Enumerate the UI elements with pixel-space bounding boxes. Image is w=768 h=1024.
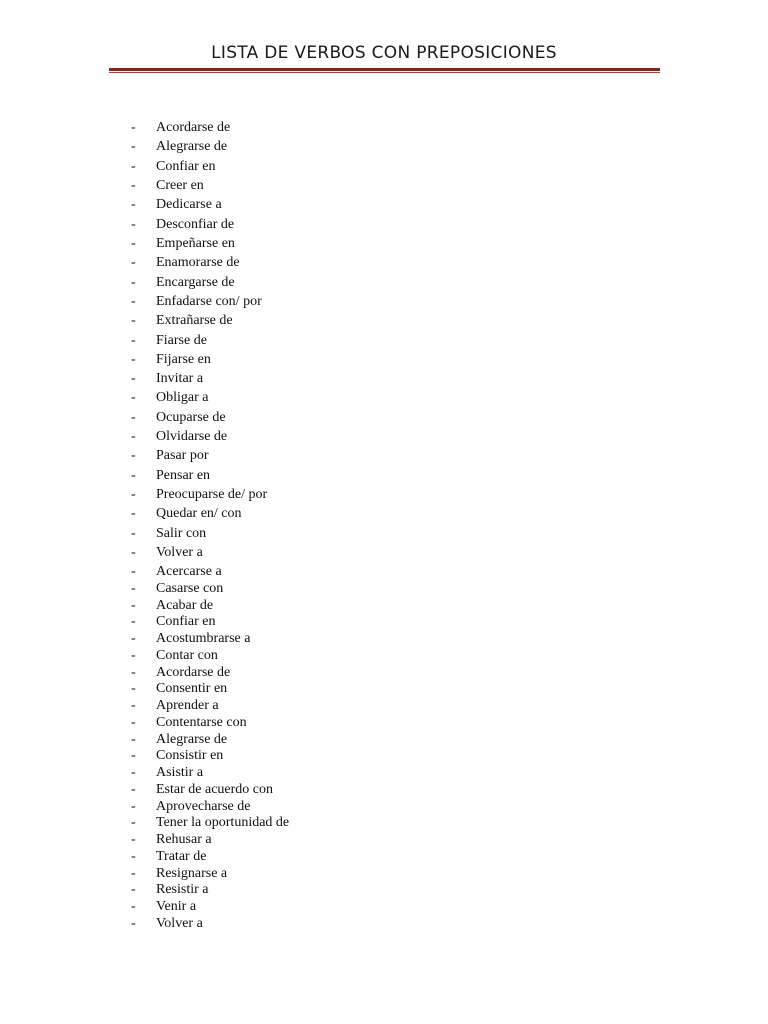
list-bullet: - [131, 410, 136, 425]
verb-text: Resistir a [156, 882, 209, 897]
verb-text: Asistir a [156, 765, 204, 780]
list-item [0, 714, 400, 732]
list-item [0, 196, 400, 214]
list-bullet: - [131, 815, 136, 830]
list-bullet: - [131, 352, 136, 367]
list-bullet: - [131, 448, 136, 463]
verb-text: Extrañarse de [156, 313, 233, 328]
verb-text: Fiarse de [156, 333, 207, 348]
list-item [0, 389, 400, 407]
list-bullet: - [131, 648, 136, 663]
verb-text: Tener la oportunidad de [156, 815, 290, 830]
list-bullet: - [131, 178, 136, 193]
list-bullet: - [131, 390, 136, 405]
list-item [0, 580, 400, 598]
list-item [0, 898, 400, 916]
list-item [0, 409, 400, 427]
verb-text: Volver a [156, 916, 203, 931]
verb-text: Olvidarse de [156, 429, 228, 444]
list-item [0, 613, 400, 631]
verb-text: Aprender a [156, 698, 219, 713]
list-item [0, 235, 400, 253]
list-bullet: - [131, 255, 136, 270]
list-item [0, 647, 400, 665]
list-item [0, 274, 400, 292]
verb-text: Obligar a [156, 390, 209, 405]
list-bullet: - [131, 139, 136, 154]
list-bullet: - [131, 681, 136, 696]
list-bullet: - [131, 487, 136, 502]
title-underline-thin [109, 72, 660, 73]
list-bullet: - [131, 217, 136, 232]
list-bullet: - [131, 159, 136, 174]
list-item [0, 158, 400, 176]
verb-text: Confiar en [156, 614, 216, 629]
list-bullet: - [131, 236, 136, 251]
list-bullet: - [131, 545, 136, 560]
list-item [0, 680, 400, 698]
list-item [0, 447, 400, 465]
verb-text: Contentarse con [156, 715, 247, 730]
list-item [0, 216, 400, 234]
verb-text: Pasar por [156, 448, 209, 463]
list-bullet: - [131, 564, 136, 579]
verb-text: Estar de acuerdo con [156, 782, 273, 797]
list-bullet: - [131, 849, 136, 864]
verb-text: Empeñarse en [156, 236, 235, 251]
verb-text: Ocuparse de [156, 410, 226, 425]
list-bullet: - [131, 748, 136, 763]
list-item [0, 915, 400, 933]
list-item [0, 312, 400, 330]
verb-text: Consistir en [156, 748, 224, 763]
verb-text: Rehusar a [156, 832, 212, 847]
list-item [0, 831, 400, 849]
list-bullet: - [131, 698, 136, 713]
list-item [0, 254, 400, 272]
verb-text: Pensar en [156, 468, 211, 483]
verb-text: Encargarse de [156, 275, 235, 290]
verb-text: Alegrarse de [156, 732, 228, 747]
list-bullet: - [131, 313, 136, 328]
verb-text: Desconfiar de [156, 217, 235, 232]
list-bullet: - [131, 294, 136, 309]
list-bullet: - [131, 371, 136, 386]
list-item [0, 119, 400, 137]
list-bullet: - [131, 506, 136, 521]
list-item [0, 505, 400, 523]
list-item [0, 848, 400, 866]
list-bullet: - [131, 275, 136, 290]
list-item [0, 486, 400, 504]
verb-text: Resignarse a [156, 866, 228, 881]
list-bullet: - [131, 526, 136, 541]
list-bullet: - [131, 333, 136, 348]
list-item [0, 697, 400, 715]
verb-text: Acostumbrarse a [156, 631, 251, 646]
verb-text: Casarse con [156, 581, 224, 596]
verb-text: Creer en [156, 178, 204, 193]
list-item [0, 563, 400, 581]
verb-text: Enfadarse con/ por [156, 294, 262, 309]
list-bullet: - [131, 782, 136, 797]
list-bullet: - [131, 899, 136, 914]
list-bullet: - [131, 120, 136, 135]
list-bullet: - [131, 916, 136, 931]
list-item [0, 630, 400, 648]
verb-text: Confiar en [156, 159, 216, 174]
list-item [0, 764, 400, 782]
list-item [0, 332, 400, 350]
list-bullet: - [131, 429, 136, 444]
verb-text: Tratar de [156, 849, 207, 864]
list-item [0, 544, 400, 562]
list-item [0, 177, 400, 195]
verb-text: Acordarse de [156, 120, 231, 135]
list-bullet: - [131, 468, 136, 483]
verb-text: Consentir en [156, 681, 228, 696]
page-title: LISTA DE VERBOS CON PREPOSICIONES [211, 43, 557, 63]
verb-text: Quedar en/ con [156, 506, 242, 521]
list-item [0, 781, 400, 799]
list-bullet: - [131, 197, 136, 212]
list-item [0, 370, 400, 388]
list-item [0, 881, 400, 899]
verb-text: Aprovecharse de [156, 799, 251, 814]
list-bullet: - [131, 832, 136, 847]
list-bullet: - [131, 882, 136, 897]
list-item [0, 467, 400, 485]
list-bullet: - [131, 598, 136, 613]
list-item [0, 747, 400, 765]
list-item [0, 814, 400, 832]
verb-text: Salir con [156, 526, 207, 541]
list-item [0, 293, 400, 311]
verb-text: Acordarse de [156, 665, 231, 680]
verb-text: Fijarse en [156, 352, 211, 367]
verb-text: Acabar de [156, 598, 214, 613]
list-bullet: - [131, 715, 136, 730]
list-bullet: - [131, 614, 136, 629]
verb-text: Contar con [156, 648, 218, 663]
list-bullet: - [131, 799, 136, 814]
verb-text: Volver a [156, 545, 203, 560]
list-bullet: - [131, 765, 136, 780]
list-bullet: - [131, 732, 136, 747]
verb-text: Invitar a [156, 371, 204, 386]
verb-text: Alegrarse de [156, 139, 228, 154]
list-bullet: - [131, 631, 136, 646]
list-item [0, 351, 400, 369]
verb-text: Dedicarse a [156, 197, 222, 212]
list-bullet: - [131, 665, 136, 680]
verb-text: Preocuparse de/ por [156, 487, 268, 502]
list-item [0, 525, 400, 543]
title-underline [109, 68, 660, 71]
list-item [0, 138, 400, 156]
verb-text: Acercarse a [156, 564, 222, 579]
list-item [0, 428, 400, 446]
list-bullet: - [131, 581, 136, 596]
list-bullet: - [131, 866, 136, 881]
verb-text: Enamorarse de [156, 255, 240, 270]
verb-text: Venir a [156, 899, 197, 914]
